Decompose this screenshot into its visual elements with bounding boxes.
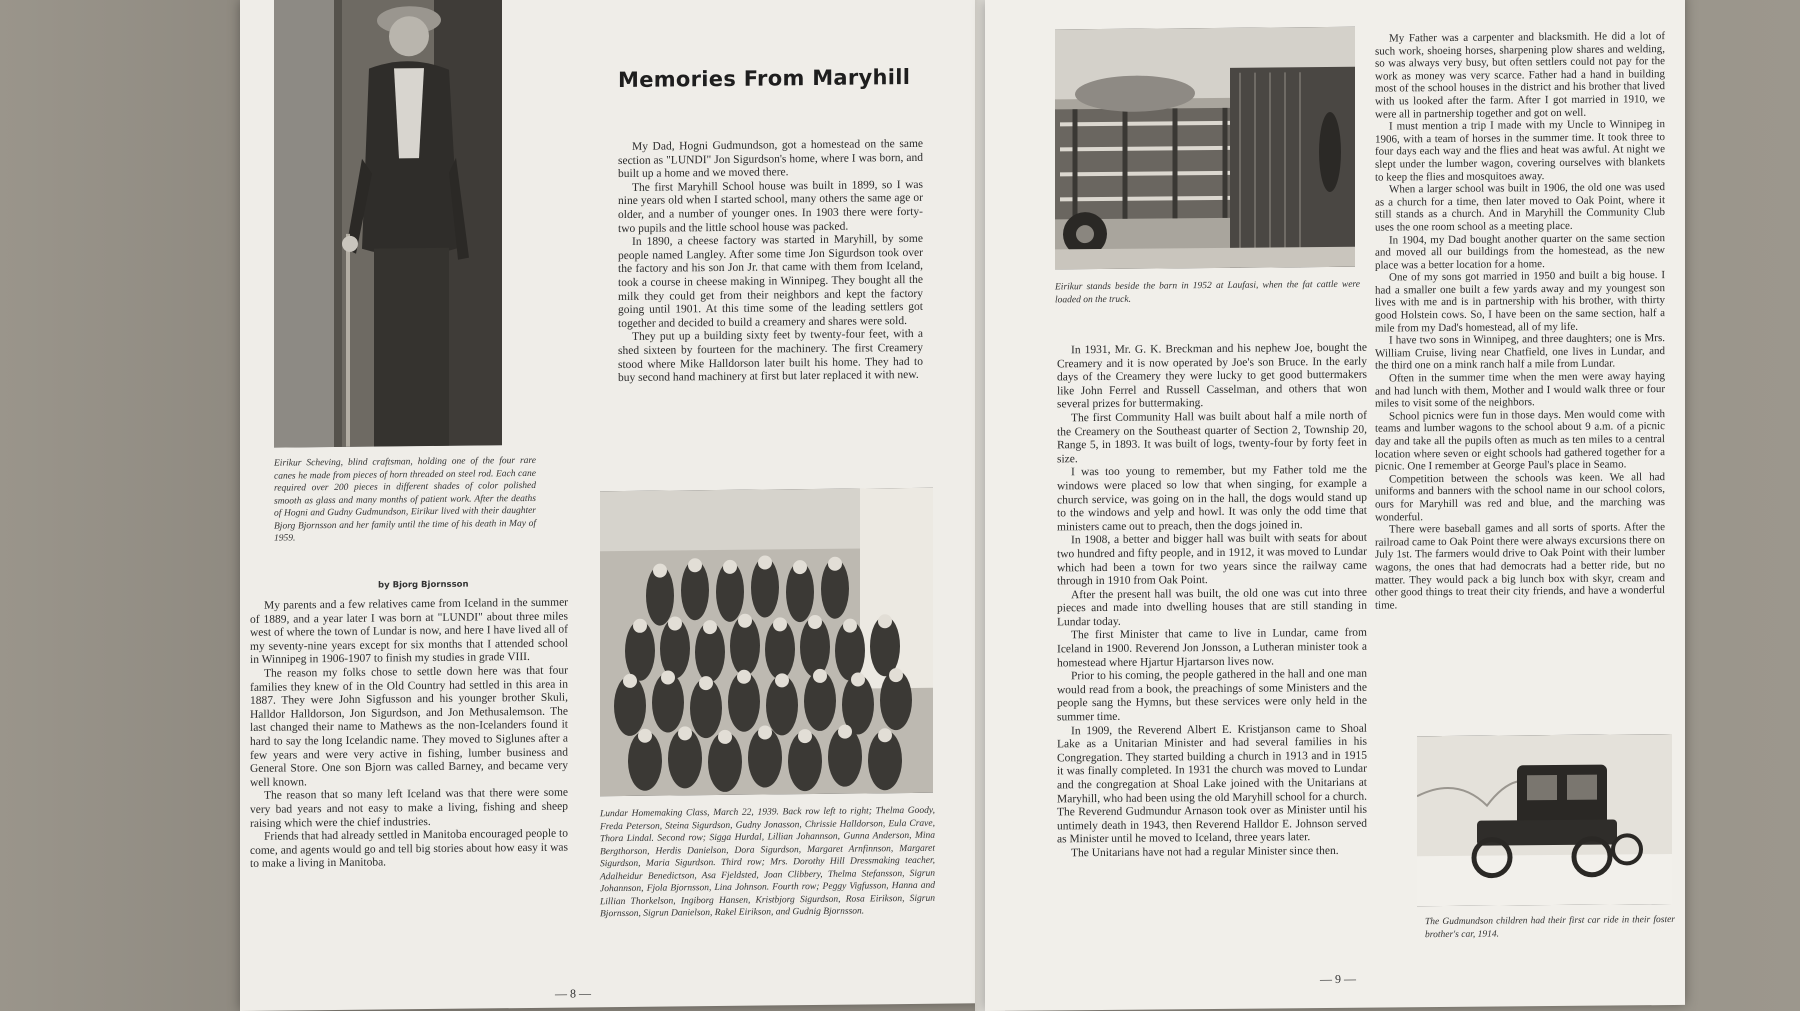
paragraph: School picnics were fun in those days. Men would come with teams and lumber wagons to the school about 9 a.m. of a picnic day and take all the pupils often as much as ten miles to a central location where seven or eight schools had gathered together for a picnic. One I remember at George Paul's place in Seamo. — [1375, 407, 1665, 473]
portrait-photo-image — [274, 0, 502, 448]
left-page — [240, 0, 1000, 1011]
page-number: — 9 — — [1320, 971, 1356, 987]
portrait-caption: Eirikur Scheving, blind craftsman, holding one of the four rare canes he made from pieces of horn threaded on steel rod. Each cane required over 200 pieces in different shades of color polished smooth as glass and many months of patient work. After the deaths of Hogni and Gudny Gudmundson, Eirikur lived with their daughter Bjorg Bjornsson and her family until the time of his death in May of 1959. — [274, 455, 536, 544]
paragraph: The first Maryhill School house was built in 1899, so I was nine years old when I started school, many others the same age or older, and a number of younger ones. In 1903 there were forty-two pupils and the little school house was packed. — [618, 178, 923, 235]
class-photo-caption: Lundar Homemaking Class, March 22, 1939. Back row left to right; Thelma Goody, Freda Peterson, Steina Sigurdson, Gudny Jonasson, Chrissie Halldorson, Eula Crave, Thora Lindal. Second row; Sigga Hurdal, Lillian Johannson, Gunna Anderson, Mina Bergthorson, Herdis Danielson, Dora Sigurdson, Margaret Arnfinnson, Margaret Sigurdson, Maria Sigurdson. Third row; Mrs. Dorothy Hill Dressmaking teacher, Adalheidur Benedictson, Asa Fjeldsted, Joan Clibbery, Thelma Stefansson, Sigrun Johannson, Fjola Bjornsson, Lina Johnson. Fourth row; Peggy Vigfusson, Hanna and Lillian Thorkelson, Ingiborg Hansen, Kristbjorg Sigurdson, Rosa Eirikson, Sigrun Bjornsson, Sigrun Danielson, Rakel Eirikson, and Gudnig Bjornsson. — [600, 805, 935, 920]
paragraph: The first Minister that came to live in Lundar, came from Iceland in 1900. Reverend Jon Jonsson, a Lutheran minister took a homestead where Hjartur Hjartarson lives now. — [1057, 627, 1367, 670]
paragraph: I was too young to remember, but my Father told me the windows were placed so low that when singing, for example a church service, was going on in the hall, the dogs would stand up to the windows and yelp and howl. It was only the odd time that ministers came out to preach, then the dogs joined in. — [1057, 464, 1367, 534]
paragraph: I have two sons in Winnipeg, and three daughters; one is Mrs. William Cruise, living near Chatfield, one lives in Lundar, and the third one on a mink ranch half a mile from Lundar. — [1375, 332, 1665, 373]
paragraph: Prior to his coming, the people gathered in the hall and one man would read from a book, the preachings of some Ministers and the people sang the Hymns, but these services were only held in the summer time. — [1057, 667, 1367, 724]
article-column-right — [1375, 30, 1665, 612]
article-title: Memories From Maryhill — [618, 64, 911, 93]
paragraph: When a larger school was built in 1906, the old one was used as a church for a time, then later moved to Oak Point, where it still stands as a church. And in Maryhill the Community Club uses the one room school as a meeting place. — [1375, 181, 1665, 234]
paragraph: The first Community Hall was built about half a mile north of the Creamery on the Southeast quarter of Section 2, Township 20, Range 5, in 1893. It was built of logs, twenty-four by forty feet in size. — [1057, 409, 1367, 466]
paragraph: My Dad, Hogni Gudmundson, got a homestead on the same section as "LUNDI" Jon Sigurdson's home, where I was born, and built up a home and we moved there. — [618, 137, 923, 181]
article-column-left — [1057, 342, 1367, 861]
right-page — [985, 0, 1685, 1011]
paragraph: The reason that so many left Iceland was that there were some very bad years and not easy to make a living, fishing and sheep raising which were the chief industries. — [250, 786, 568, 830]
car-photo-caption: The Gudmundson children had their first car ride in their foster brother's car, 1914. — [1425, 914, 1675, 940]
car-photo-image — [1417, 734, 1672, 906]
car-photo — [1417, 734, 1672, 906]
paragraph: One of my sons got married in 1950 and built a big house. I had a smaller one built a few yards away and my youngest son lives with me and is in partnership with his brother, with thirty good Holstein cows. So, I have been on the same section, half a mile from my Dad's homestead, all of my life. — [1375, 269, 1665, 335]
paragraph: Often in the summer time when the men were away haying and had lunch with them, Mother and I would walk three or four miles to visit some of the neighbors. — [1375, 370, 1665, 410]
paragraph: Friends that had already settled in Manitoba encouraged people to come, and agents would go and tell big stories about how easy it was to make a living in Manitoba. — [250, 827, 568, 871]
paragraph: I must mention a trip I made with my Uncle to Winnipeg in 1906, with a team of horses in the summer time. It took three to four days each way and the flies and heat was awful. At night we slept under the lumber wagon, covering ourselves with blankets to keep the flies and mosquitoes away. — [1375, 118, 1665, 184]
article-column-left — [250, 597, 568, 872]
paragraph: After the present hall was built, the old one was cut into three pieces and made into dwelling houses that are still standing in Lundar today. — [1057, 586, 1367, 629]
paragraph: They put up a building sixty feet by twenty-four feet, with a shed sixteen by fourteen for the machinery. The first Creamery stood where Mike Halldorson later built his home. They had to buy second hand machinery at first but later replaced it with new. — [618, 328, 923, 385]
portrait-photo — [274, 0, 502, 448]
paragraph: In 1931, Mr. G. K. Breckman and his nephew Joe, bought the Creamery and it is now operated by Joe's son Bruce. In the early days of the Creamery they were lucky to get good buttermakers like John Ferrel and Russell Casselman, and others that won several prizes for buttermaking. — [1057, 341, 1367, 411]
paragraph: In 1890, a cheese factory was started in Maryhill, by some people named Langley. After some time Jon Sigurdson took over the factory and his son Jon Jr. that came with them from Iceland, took a course in cheese making in Winnipeg. They bought all the milk they could get from their neighbors and kept the factory going until 1901. At this time some of the leading settlers got together and decided to build a creamery and shares were sold. — [618, 233, 923, 330]
truck-barn-photo — [1055, 27, 1355, 270]
paragraph: In 1904, my Dad bought another quarter on the same section and moved all our buildings from the homestead, as the new place was a better location for a home. — [1375, 231, 1665, 272]
paragraph: Competition between the schools was keen. We all had uniforms and banners with the school name in our school colors, ours for Maryhill was red and blue, and the marching was wonderful. — [1375, 470, 1665, 524]
paragraph: There were baseball games and all sorts of sports. After the railroad came to Oak Point there were always excursions there on July 1st. The farmers would drive to Oak Point with their lumber wagons, the ones that had democrats had a better ride, but no matter. They would pack a big lunch box with skyr, cream and other good things to treat their city friends, and have a wonderful time. — [1375, 521, 1665, 612]
paragraph: The reason my folks chose to settle down here was that four families they knew of in the Old Country had settled in this area in 1887. They were John Sigfusson and his younger brother Skuli, Halldor Halldorson, Jon Sigurdson, and Jon Methusalemson. The last changed their name to Mathews as the non-Icelanders found it hard to say the long Icelandic name. They moved to Siglunes after a few years and were very active in fishing, lumber business and General Store. One son Bjorn was called Barney, and became very well known. — [250, 664, 568, 789]
truck-photo-caption: Eirikur stands beside the barn in 1952 at Laufasi, when the fat cattle were loaded on the truck. — [1055, 279, 1360, 305]
paragraph: My parents and a few relatives came from Iceland in the summer of 1889, and a year later I was born at "LUNDI" about three miles west of where the town of Lundar is now, and here I have lived all of my seventy-nine years except for six months that I attended school in Winnipeg in 1906-1907 to finish my studies in grade VIII. — [250, 596, 568, 667]
class-group-photo-image — [600, 488, 933, 796]
article-column-right — [618, 138, 923, 386]
truck-barn-photo-image — [1055, 27, 1355, 270]
page-number: — 8 — — [555, 986, 591, 1001]
paragraph: In 1909, the Reverend Albert E. Kristjanson came to Shoal Lake as a Unitarian Minister and had several families in his Congregation. They started building a church in 1913 and in 1915 it was finally completed. In 1931 the church was moved to Lundar and the congregation at Shoal Lake joined with the Unitarians at Maryhill, who had been using the old Maryhill school for a church. The Reverend Gudmundur Arnason took over as Minister until his untimely death in 1943, then Reverend Halldor E. Johnson served as Minister until he moved to Iceland, three years later. — [1057, 722, 1367, 846]
paragraph: The Unitarians have not had a regular Minister since then. — [1071, 844, 1339, 860]
paragraph: My Father was a carpenter and blacksmith. He did a lot of such work, shoeing horses, sharpening plow shares and welding, so was always very busy, but often settlers could not pay for the work as money was very scarce. Father had a hand in building most of the school houses in the district and his brother that lived with us looked after the farm. After I got married in 1910, we were all in partnership together and got on well. — [1375, 30, 1665, 121]
article-byline: by Bjorg Bjornsson — [378, 579, 469, 591]
paragraph: In 1908, a better and bigger hall was built with seats for about two hundred and fifty people, and in 1912, it was moved to Lundar which had been a town for two years since the railway came through in 1910 from Oak Point. — [1057, 531, 1367, 588]
class-group-photo — [600, 488, 933, 796]
